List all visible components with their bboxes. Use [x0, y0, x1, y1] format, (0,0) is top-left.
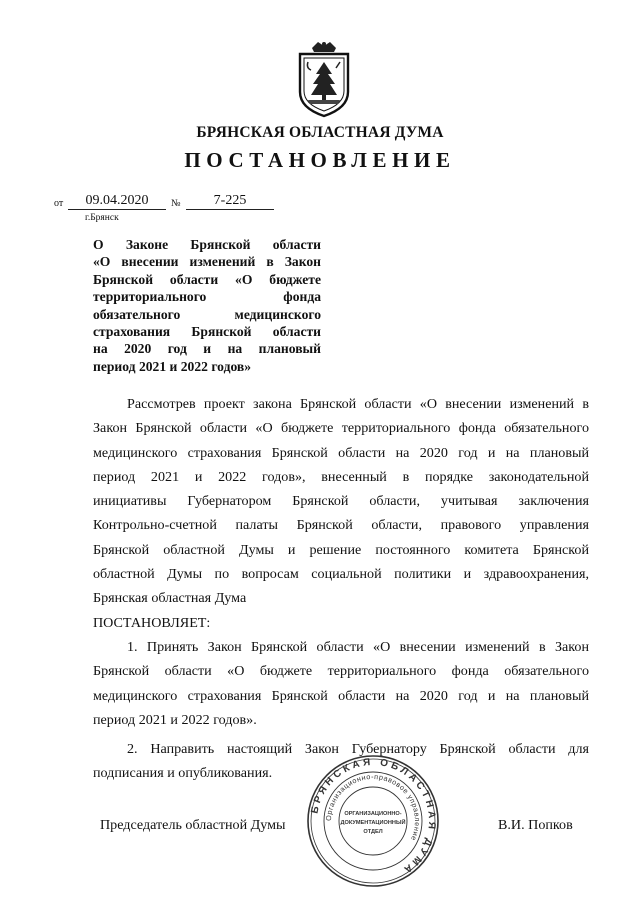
- document-type-title: ПОСТАНОВЛЕНИЕ: [184, 148, 456, 172]
- subject-line: О Законе Брянской области: [93, 237, 321, 252]
- organization-name: БРЯНСКАЯ ОБЛАСТНАЯ ДУМА: [196, 124, 444, 141]
- preamble-line: Закон Брянской области «О бюджете территориального фонда обязательного: [93, 420, 589, 437]
- subject-line: период 2021 и 2022 годов»: [93, 358, 252, 374]
- subject-line: территориального фонда: [93, 289, 321, 305]
- preamble-line: Рассмотрев проект закона Брянской области «О внесении изменений в: [127, 396, 589, 412]
- official-seal: [305, 753, 441, 889]
- signatory-name: В.И. Попков: [498, 817, 573, 833]
- item-2-line: 2. Направить настоящий Закон Губернатору Брянской области для: [127, 741, 589, 758]
- seal-center-line: ДОКУМЕНТАЦИОННЫЙ: [340, 820, 406, 826]
- subject-line: страхования Брянской области: [93, 323, 321, 339]
- preamble-line: областной Думы по вопросам социальной политики и здравоохранения,: [93, 566, 589, 583]
- subject-line: Брянской области «О бюджете: [93, 271, 321, 287]
- preamble-line: Брянской областной Думы и решение постоянного комитета Брянской: [93, 541, 589, 558]
- item-1-line: медицинского страхования Брянской области на 2020 год и на плановый: [93, 687, 589, 704]
- document-date: 09.04.2020: [68, 193, 166, 210]
- seal-outer-text: БРЯНСКАЯ ОБЛАСТНАЯ ДУМА: [309, 756, 438, 877]
- date-prefix: от: [54, 198, 64, 209]
- subject-line: «О внесении изменений в Закон: [93, 254, 321, 270]
- preamble-line: Брянская областная Дума: [93, 590, 247, 607]
- item-1-line: Брянской области «О бюджете территориального фонда обязательного: [93, 663, 589, 680]
- city-label: г.Брянск: [85, 213, 119, 223]
- item-1-line: 1. Принять Закон Брянской области «О внесении изменений в Закон: [127, 638, 589, 655]
- item-2-line: подписания и опубликования.: [93, 765, 273, 782]
- seal-center-line: ОТДЕЛ: [363, 829, 383, 835]
- seal-center-line: ОРГАНИЗАЦИОННО-: [344, 811, 402, 817]
- subject-line: обязательного медицинского: [93, 306, 321, 322]
- preamble-line: медицинского страхования Брянской области на 2020 год и на плановый: [93, 444, 589, 461]
- document-body: [93, 392, 589, 786]
- subject-line: на 2020 год и на плановый: [93, 341, 321, 357]
- number-prefix: №: [171, 198, 181, 209]
- signatory-position: Председатель областной Думы: [100, 817, 286, 833]
- document-subject: [93, 236, 321, 375]
- resolves-heading: ПОСТАНОВЛЯЕТ:: [93, 614, 211, 631]
- preamble-line: инициативы Губернатором Брянской области, учитывая заключения: [93, 493, 589, 510]
- coat-of-arms-icon: [294, 40, 354, 118]
- preamble-line: период 2021 и 2022 годов», внесенный в порядке законодательной: [93, 468, 589, 485]
- seal-inner-text: Организационно-правовое управление: [323, 771, 423, 843]
- item-1-line: период 2021 и 2022 годов».: [93, 711, 257, 728]
- document-number: 7-225: [186, 193, 274, 210]
- preamble-line: Контрольно-счетной палаты Брянской области, правового управления: [93, 517, 589, 534]
